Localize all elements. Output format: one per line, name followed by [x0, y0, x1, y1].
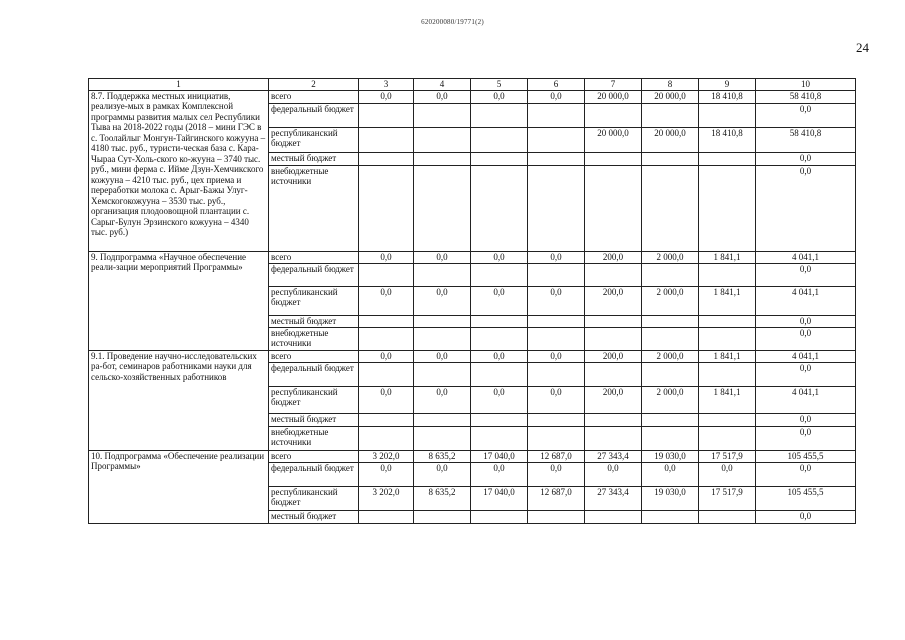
measure-description: 8.7. Поддержка местных инициатив, реализуе-мых в рамках Комплексной программы развития малых сел Республики Тыва на 2018-2022 годы (2018 – мини ГЭС в с. Тоолайлыг Монгун-Тайгинского кожууна – 4180 тыс. руб., туристи-ческая база с. Кара-Чыраа Сут-Холь-ского ко-жууна – 3740 тыс. руб., мини ферма с. Ийме Дзун-Хемчикского кожууна – 4210 тыс. руб., цех приема и переработки молока с. Арыг-Бажы Улуг-Хемскогокожууна – 3530 тыс. руб., организация плодоовощной плантации с. Сарыг-Булун Эрзинского кожууна – 4340 тыс. руб.) [89, 90, 269, 251]
measure-description: 10. Подпрограмма «Обеспечение реализации Программы» [89, 450, 269, 523]
column-header-row [89, 79, 856, 91]
amount-cell: 0,0 [471, 251, 528, 263]
amount-cell: 17 040,0 [471, 450, 528, 462]
funding-source: республиканский бюджет [269, 486, 359, 510]
amount-cell: 0,0 [471, 386, 528, 413]
funding-source: внебюджетные источники [269, 165, 359, 251]
amount-cell [585, 152, 642, 165]
funding-source: республиканский бюджет [269, 127, 359, 152]
amount-cell [699, 413, 756, 426]
amount-cell [414, 263, 471, 286]
amount-cell [359, 315, 414, 327]
funding-source: федеральный бюджет [269, 462, 359, 486]
amount-cell [642, 426, 699, 450]
amount-cell [471, 103, 528, 127]
amount-cell: 0,0 [414, 462, 471, 486]
amount-cell: 0,0 [359, 286, 414, 315]
amount-cell [414, 510, 471, 523]
amount-cell [359, 413, 414, 426]
amount-cell [471, 327, 528, 350]
amount-cell: 0,0 [528, 462, 585, 486]
funding-source: всего [269, 450, 359, 462]
amount-cell [699, 103, 756, 127]
amount-cell [642, 263, 699, 286]
amount-cell: 200,0 [585, 251, 642, 263]
amount-cell [642, 327, 699, 350]
amount-cell: 105 455,5 [756, 450, 856, 462]
amount-cell [414, 426, 471, 450]
amount-cell [528, 103, 585, 127]
amount-cell: 0,0 [414, 251, 471, 263]
amount-cell: 0,0 [756, 413, 856, 426]
amount-cell [585, 426, 642, 450]
amount-cell: 4 041,1 [756, 286, 856, 315]
amount-cell [642, 413, 699, 426]
amount-cell: 0,0 [471, 462, 528, 486]
amount-cell [359, 327, 414, 350]
document-code: 620200080/19771(2) [421, 18, 484, 26]
amount-cell [359, 263, 414, 286]
amount-cell: 0,0 [359, 251, 414, 263]
amount-cell [528, 165, 585, 251]
amount-cell [699, 362, 756, 386]
amount-cell [414, 315, 471, 327]
amount-cell [359, 510, 414, 523]
amount-cell [471, 426, 528, 450]
funding-source: федеральный бюджет [269, 263, 359, 286]
table-row [89, 251, 856, 263]
table-row [89, 350, 856, 362]
amount-cell [528, 362, 585, 386]
amount-cell: 0,0 [585, 462, 642, 486]
amount-cell: 0,0 [528, 251, 585, 263]
amount-cell: 4 041,1 [756, 350, 856, 362]
funding-source: местный бюджет [269, 152, 359, 165]
amount-cell: 2 000,0 [642, 386, 699, 413]
amount-cell [414, 127, 471, 152]
amount-cell [585, 263, 642, 286]
amount-cell: 20 000,0 [585, 127, 642, 152]
amount-cell: 0,0 [471, 286, 528, 315]
amount-cell: 4 041,1 [756, 386, 856, 413]
funding-source: внебюджетные источники [269, 426, 359, 450]
amount-cell [585, 165, 642, 251]
funding-source: федеральный бюджет [269, 103, 359, 127]
amount-cell: 2 000,0 [642, 251, 699, 263]
amount-cell: 200,0 [585, 350, 642, 362]
amount-cell [359, 152, 414, 165]
amount-cell [585, 510, 642, 523]
amount-cell: 0,0 [414, 386, 471, 413]
amount-cell [359, 362, 414, 386]
amount-cell [359, 165, 414, 251]
amount-cell: 18 410,8 [699, 90, 756, 103]
amount-cell: 0,0 [359, 386, 414, 413]
amount-cell: 200,0 [585, 386, 642, 413]
amount-cell [528, 315, 585, 327]
amount-cell: 0,0 [359, 350, 414, 362]
amount-cell: 1 841,1 [699, 386, 756, 413]
amount-cell [585, 413, 642, 426]
amount-cell [471, 413, 528, 426]
amount-cell [414, 413, 471, 426]
amount-cell [585, 327, 642, 350]
amount-cell: 0,0 [756, 315, 856, 327]
amount-cell: 0,0 [359, 462, 414, 486]
amount-cell: 1 841,1 [699, 350, 756, 362]
funding-source: республиканский бюджет [269, 286, 359, 315]
amount-cell: 20 000,0 [642, 127, 699, 152]
amount-cell: 18 410,8 [699, 127, 756, 152]
funding-source: местный бюджет [269, 510, 359, 523]
amount-cell [414, 152, 471, 165]
page-number: 24 [856, 40, 869, 55]
amount-cell [528, 426, 585, 450]
amount-cell: 19 030,0 [642, 486, 699, 510]
amount-cell [471, 127, 528, 152]
amount-cell [414, 362, 471, 386]
amount-cell [471, 263, 528, 286]
amount-cell: 0,0 [414, 90, 471, 103]
amount-cell: 0,0 [528, 386, 585, 413]
budget-table [88, 78, 856, 524]
amount-cell: 0,0 [756, 362, 856, 386]
funding-source: республиканский бюджет [269, 386, 359, 413]
column-header: 1 [89, 79, 269, 91]
amount-cell: 3 202,0 [359, 450, 414, 462]
amount-cell: 19 030,0 [642, 450, 699, 462]
measure-description: 9. Подпрограмма «Научное обеспечение реали-зации мероприятий Программы» [89, 251, 269, 350]
column-header: 3 [359, 79, 414, 91]
amount-cell [414, 327, 471, 350]
amount-cell [414, 103, 471, 127]
amount-cell [699, 263, 756, 286]
amount-cell: 0,0 [756, 510, 856, 523]
amount-cell [642, 152, 699, 165]
funding-source: всего [269, 251, 359, 263]
funding-source: внебюджетные источники [269, 327, 359, 350]
amount-cell: 2 000,0 [642, 350, 699, 362]
amount-cell: 8 635,2 [414, 450, 471, 462]
amount-cell [642, 103, 699, 127]
amount-cell: 105 455,5 [756, 486, 856, 510]
amount-cell: 12 687,0 [528, 450, 585, 462]
funding-source: местный бюджет [269, 315, 359, 327]
amount-cell: 12 687,0 [528, 486, 585, 510]
amount-cell [471, 510, 528, 523]
amount-cell [699, 152, 756, 165]
amount-cell: 0,0 [359, 90, 414, 103]
amount-cell: 0,0 [756, 165, 856, 251]
amount-cell [699, 315, 756, 327]
column-header: 10 [756, 79, 856, 91]
amount-cell [699, 426, 756, 450]
amount-cell: 200,0 [585, 286, 642, 315]
amount-cell [414, 165, 471, 251]
amount-cell: 0,0 [414, 286, 471, 315]
funding-source: местный бюджет [269, 413, 359, 426]
column-header: 9 [699, 79, 756, 91]
amount-cell: 0,0 [756, 103, 856, 127]
amount-cell: 0,0 [471, 90, 528, 103]
amount-cell [471, 165, 528, 251]
amount-cell [585, 103, 642, 127]
amount-cell [359, 103, 414, 127]
amount-cell: 0,0 [414, 350, 471, 362]
amount-cell [528, 327, 585, 350]
funding-source: всего [269, 90, 359, 103]
amount-cell [471, 315, 528, 327]
column-header: 5 [471, 79, 528, 91]
amount-cell: 0,0 [528, 90, 585, 103]
funding-source: всего [269, 350, 359, 362]
amount-cell: 17 517,9 [699, 450, 756, 462]
table-row [89, 450, 856, 462]
column-header: 2 [269, 79, 359, 91]
amount-cell [528, 413, 585, 426]
amount-cell: 1 841,1 [699, 286, 756, 315]
measure-description: 9.1. Проведение научно-исследовательских ра-бот, семинаров работниками науки для сельско-хозяйственных работников [89, 350, 269, 450]
column-header: 4 [414, 79, 471, 91]
column-header: 8 [642, 79, 699, 91]
amount-cell [642, 362, 699, 386]
amount-cell: 0,0 [642, 462, 699, 486]
table-body [89, 90, 856, 523]
amount-cell: 27 343,4 [585, 486, 642, 510]
amount-cell [359, 426, 414, 450]
amount-cell [528, 152, 585, 165]
amount-cell [585, 362, 642, 386]
amount-cell [585, 315, 642, 327]
amount-cell [528, 510, 585, 523]
amount-cell [699, 510, 756, 523]
column-header: 6 [528, 79, 585, 91]
amount-cell [471, 152, 528, 165]
amount-cell [528, 127, 585, 152]
amount-cell: 20 000,0 [642, 90, 699, 103]
amount-cell: 17 517,9 [699, 486, 756, 510]
amount-cell [471, 362, 528, 386]
amount-cell: 20 000,0 [585, 90, 642, 103]
amount-cell [642, 315, 699, 327]
amount-cell: 58 410,8 [756, 90, 856, 103]
amount-cell: 0,0 [471, 350, 528, 362]
amount-cell [528, 263, 585, 286]
amount-cell [699, 165, 756, 251]
amount-cell: 0,0 [699, 462, 756, 486]
amount-cell: 1 841,1 [699, 251, 756, 263]
amount-cell: 0,0 [528, 350, 585, 362]
amount-cell: 3 202,0 [359, 486, 414, 510]
table-row [89, 90, 856, 103]
amount-cell: 0,0 [756, 263, 856, 286]
amount-cell: 27 343,4 [585, 450, 642, 462]
amount-cell [642, 510, 699, 523]
amount-cell [359, 127, 414, 152]
funding-source: федеральный бюджет [269, 362, 359, 386]
amount-cell [699, 327, 756, 350]
amount-cell: 0,0 [756, 327, 856, 350]
amount-cell [642, 165, 699, 251]
amount-cell: 58 410,8 [756, 127, 856, 152]
amount-cell: 0,0 [756, 426, 856, 450]
amount-cell: 0,0 [756, 152, 856, 165]
amount-cell: 0,0 [756, 462, 856, 486]
amount-cell: 17 040,0 [471, 486, 528, 510]
amount-cell: 2 000,0 [642, 286, 699, 315]
amount-cell: 4 041,1 [756, 251, 856, 263]
amount-cell: 0,0 [528, 286, 585, 315]
amount-cell: 8 635,2 [414, 486, 471, 510]
column-header: 7 [585, 79, 642, 91]
